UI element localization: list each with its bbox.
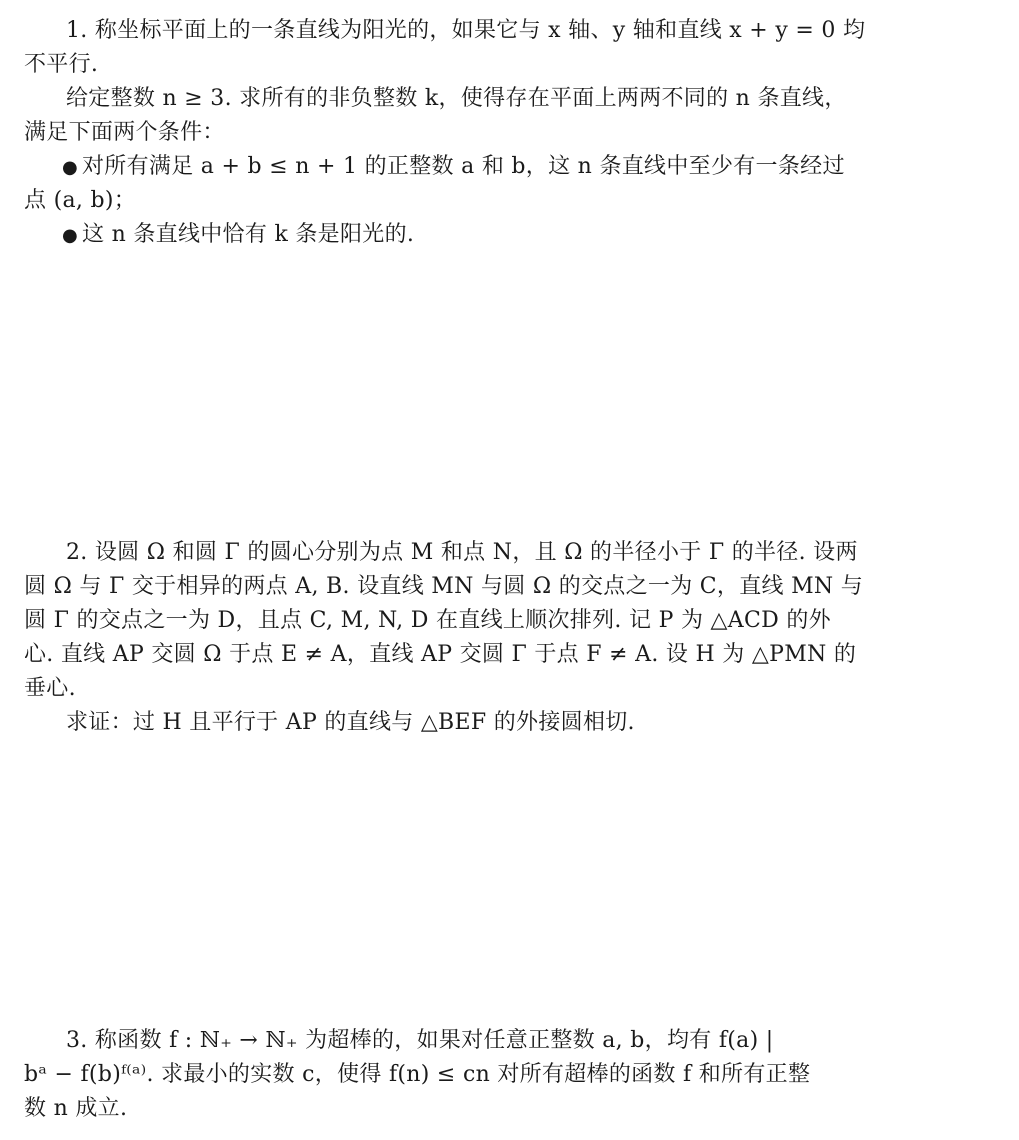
problem-3-line-2: bᵃ − f(b)ᶠ⁽ᵃ⁾. 求最小的实数 c，使得 f(n) ≤ cn 对所有超棒的函数 f 和所有正整 [24, 1062, 811, 1087]
problem-2-line-4: 心. 直线 AP 交圆 Ω 于点 E ≠ A，直线 AP 交圆 Γ 于点 F ≠ A. 设 H 为 △PMN 的 [24, 642, 857, 667]
problem-1-condition-2 [24, 218, 974, 252]
problem-2-line-5: 垂心. [24, 676, 76, 701]
problem-1-line-4: 满足下面两个条件： [24, 120, 225, 145]
problem-1-line-1: 1. 称坐标平面上的一条直线为阳光的，如果它与 x 轴、y 轴和直线 x + y = 0 均 [66, 18, 866, 43]
problem-1-line-7: 这 n 条直线中恰有 k 条是阳光的. [82, 222, 415, 247]
problem-3-line-1: 3. 称函数 f : ℕ₊ → ℕ₊ 为超棒的，如果对任意正整数 a, b，均有 f(a) | [66, 1028, 774, 1053]
problem-2-line-2: 圆 Ω 与 Γ 交于相异的两点 A, B. 设直线 MN 与圆 Ω 的交点之一为 C，直线 MN 与 [24, 574, 864, 599]
problem-2-line-1: 2. 设圆 Ω 和圆 Γ 的圆心分别为点 M 和点 N，且 Ω 的半径小于 Γ 的半径. 设两 [66, 540, 858, 565]
problem-1-line-6: 点 (a, b)； [24, 188, 137, 213]
problem-2-line-3: 圆 Γ 的交点之一为 D，且点 C, M, N, D 在直线上顺次排列. 记 P 为 △ACD 的外 [24, 608, 831, 633]
problem-1-line-3: 给定整数 n ≥ 3. 求所有的非负整数 k，使得存在平面上两两不同的 n 条直线， [66, 86, 847, 111]
problem-1-line-2: 不平行. [24, 52, 99, 77]
problem-1-condition-1 [24, 150, 974, 184]
problem-2-line-6: 求证：过 H 且平行于 AP 的直线与 △BEF 的外接圆相切. [66, 710, 635, 735]
problem-1-line-5: 对所有满足 a + b ≤ n + 1 的正整数 a 和 b，这 n 条直线中至少有一条经过 [82, 154, 845, 179]
bullet-icon: ● [62, 157, 79, 178]
problem-1 [24, 14, 974, 252]
problem-3 [24, 1024, 974, 1126]
problem-3-line-3: 数 n 成立. [24, 1096, 128, 1121]
bullet-icon: ● [62, 225, 79, 246]
problem-2 [24, 536, 974, 740]
